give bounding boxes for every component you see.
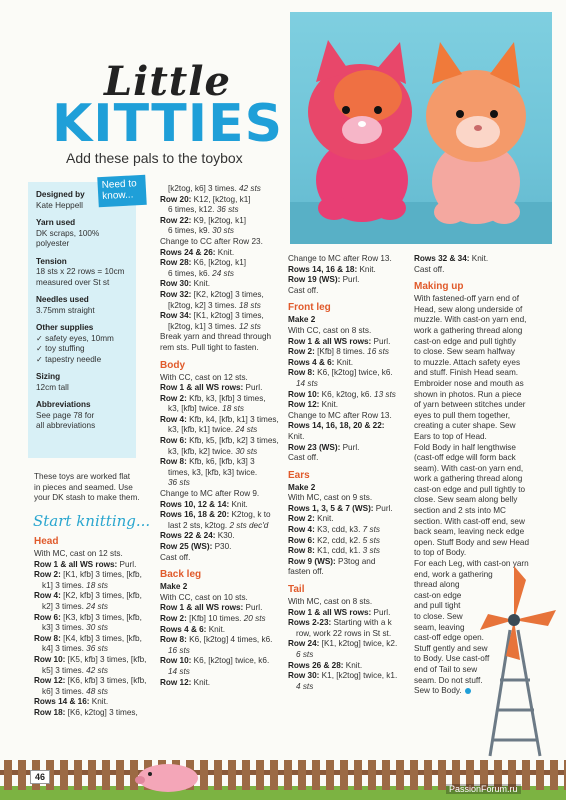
section-heading: Ears bbox=[288, 469, 310, 481]
pattern-line: Rows 1, 3, 5 & 7 (WS): Purl. bbox=[288, 503, 393, 513]
column-1 bbox=[34, 536, 152, 719]
sidebar-value: Kate Heppell bbox=[36, 200, 83, 210]
pattern-line: thread along bbox=[414, 580, 460, 590]
pattern-line: 6 times, k12. 36 sts bbox=[168, 205, 239, 215]
pattern-line: Fold Body in half lengthwise bbox=[414, 442, 516, 452]
pattern-line: Cast off. bbox=[160, 552, 191, 562]
pattern-line: to Body. Use cast-off bbox=[414, 654, 490, 664]
pattern-line: cast-off edge open. bbox=[414, 633, 484, 643]
pattern-line: Rows 22 & 24: K30. bbox=[160, 531, 235, 541]
pattern-line: end, work a gathering bbox=[414, 569, 493, 579]
pattern-line: Row 24: [K1, k2tog] twice, k2. bbox=[288, 639, 398, 649]
pattern-line: Rows 14, 16, 18, 20 & 22: bbox=[288, 421, 385, 431]
pattern-line: Row 4: K3, cdd, k3. 7 sts bbox=[288, 525, 380, 535]
pattern-line: cast-on edge bbox=[414, 590, 462, 600]
pattern-line: shown in photos. Run a piece bbox=[414, 389, 522, 399]
pattern-line: Change to MC after Row 13. bbox=[288, 254, 392, 263]
pattern-line: rem sts. Pull tight to fasten. bbox=[160, 342, 259, 352]
pattern-line: Rows 26 & 28: Knit. bbox=[288, 660, 363, 670]
pattern-line: Row 10: [K5, kfb] 3 times, [kfb, bbox=[34, 654, 147, 664]
section-heading: Making up bbox=[414, 281, 464, 293]
pattern-line: k3] 3 times. 30 sts bbox=[42, 623, 108, 633]
pattern-line: Row 10: K6, [k2tog] twice, k6. bbox=[160, 656, 270, 666]
section-heading: Front leg bbox=[288, 302, 331, 314]
pattern-line: close. Sew seam along belly bbox=[414, 495, 518, 505]
page-number: 46 bbox=[30, 770, 50, 784]
pattern-line: seam. Do not stuff. bbox=[414, 675, 483, 685]
pattern-line: 6 sts bbox=[296, 650, 314, 659]
pattern-line: With MC, cast on 9 sts. bbox=[288, 493, 373, 503]
pattern-line: Row 30: K1, [k2tog] twice, k1. bbox=[288, 671, 398, 681]
pattern-line: Rows 16, 18 & 20: K2tog, k to bbox=[160, 510, 271, 520]
pattern-line: and pull tight bbox=[414, 601, 461, 611]
pattern-line: Rows 14 & 16: Knit. bbox=[34, 697, 109, 707]
pattern-line: 14 sts bbox=[296, 378, 318, 388]
pattern-line: Row 8: K6, [k2tog] twice, k6. bbox=[288, 368, 393, 378]
pattern-line: Rows 10, 12 & 14: Knit. bbox=[160, 499, 248, 509]
pattern-line: creating a cuter shape. Sew bbox=[414, 421, 516, 431]
intro-line: your DK stash to make them. bbox=[34, 493, 140, 503]
section-heading: Body bbox=[160, 359, 185, 371]
pattern-line: end of Tail to sew bbox=[414, 664, 478, 674]
intro-line: These toys are worked flat bbox=[34, 472, 131, 481]
sidebar-value: 3.75mm straight bbox=[36, 305, 95, 315]
pattern-line: 6 times, k9. 30 sts bbox=[168, 226, 234, 236]
pattern-line: back seam, leaving neck edge bbox=[414, 527, 525, 537]
pattern-line: Row 22: K9, [k2tog, k1] bbox=[160, 215, 247, 225]
pattern-line: seam, leaving bbox=[414, 622, 465, 632]
pattern-line: With fastened-off yarn end of bbox=[414, 294, 519, 304]
pattern-line: Cast off. bbox=[288, 453, 319, 463]
title-line-2: KITTIES bbox=[52, 94, 284, 154]
pattern-line: to close. Sew bbox=[414, 612, 463, 621]
pattern-line: Row 18: [K6, k2tog] 3 times, bbox=[34, 707, 138, 717]
pattern-line: k5] 3 times. 42 sts bbox=[42, 665, 108, 675]
pattern-line: k2] 3 times. 24 sts bbox=[42, 601, 108, 611]
pattern-line: section. With cast-off end, sew bbox=[414, 516, 525, 526]
pattern-line: Row 8: K6, [k2tog] 4 times, k6. bbox=[160, 635, 273, 645]
sidebar-value: ✓ safety eyes, 10mm bbox=[36, 333, 114, 343]
pattern-line: With MC, cast on 12 sts. bbox=[34, 549, 123, 558]
pattern-line: Row 6: [K3, kfb] 3 times, [kfb, bbox=[34, 612, 142, 622]
pattern-line: Make 2 bbox=[160, 582, 188, 592]
pattern-line: Change to MC after Row 13. bbox=[288, 410, 392, 420]
pattern-line: With CC, cast on 8 sts. bbox=[288, 325, 372, 335]
pattern-line: Rows 4 & 6: Knit. bbox=[160, 624, 226, 634]
info-sidebar bbox=[28, 182, 136, 458]
pattern-line: to muzzle. Attach safety eyes bbox=[414, 357, 521, 367]
pattern-line: Rows 4 & 6: Knit. bbox=[288, 357, 354, 367]
sidebar-heading: Needles used bbox=[36, 295, 89, 304]
pattern-line: Ears to top of Head. bbox=[414, 431, 487, 441]
column-2 bbox=[160, 184, 278, 688]
pattern-line: Row 25 (WS): P30. bbox=[160, 542, 232, 551]
pattern-line: fasten off. bbox=[288, 567, 324, 577]
pattern-line: (cast-off edge will form back bbox=[414, 453, 516, 463]
sidebar-heading: Designed by bbox=[36, 190, 85, 199]
pattern-line: [k2tog, k6] 3 times. 42 sts bbox=[168, 184, 261, 193]
sidebar-value: ✓ tapestry needle bbox=[36, 354, 102, 364]
pattern-line: times, k3, [kfb, k3] twice. bbox=[168, 467, 258, 477]
subtitle: Add these pals to the toybox bbox=[66, 150, 243, 166]
pattern-line: [k2tog, k1] 3 times. 12 sts bbox=[168, 321, 261, 331]
column-3 bbox=[288, 254, 406, 692]
pattern-line: Rows 32 & 34: Knit. bbox=[414, 254, 489, 263]
kitties-illustration bbox=[290, 12, 552, 244]
pattern-line: k3, [kfb, k2] twice. 30 sts bbox=[168, 446, 258, 456]
pattern-line: 4 sts bbox=[296, 681, 314, 691]
pattern-line: Row 32: [K2, k2tog] 3 times, bbox=[160, 289, 264, 299]
pattern-line: Row 1 & all WS rows: Purl. bbox=[288, 336, 391, 346]
pattern-line: Sew to Body. bbox=[414, 686, 539, 697]
pattern-line: last 2 sts, k2tog. 2 sts dec'd bbox=[168, 520, 269, 530]
section-heading: Back leg bbox=[160, 569, 202, 581]
pattern-line: 6 times, k6. 24 sts bbox=[168, 268, 234, 278]
pattern-line: Row 2: Knit. bbox=[288, 514, 334, 524]
pattern-line: Row 4: [K2, kfb] 3 times, [kfb, bbox=[34, 591, 142, 601]
pattern-line: Stuff gently and sew bbox=[414, 643, 488, 653]
sidebar-heading: Sizing bbox=[36, 372, 61, 381]
intro-text bbox=[34, 472, 146, 504]
sidebar-value: 12cm tall bbox=[36, 382, 69, 392]
need-to-know-badge: Need to know... bbox=[97, 175, 147, 207]
pattern-line: Row 34: [K1, k2tog] 3 times, bbox=[160, 311, 264, 321]
pattern-line: Row 12: Knit. bbox=[160, 677, 211, 687]
sidebar-value: DK scraps, 100% polyester bbox=[36, 228, 100, 248]
pattern-line: seam). With cast-on yarn end, bbox=[414, 463, 524, 473]
pattern-line: k6] 3 times. 48 sts bbox=[42, 686, 108, 696]
pattern-line: open. Stuff Body and sew Head bbox=[414, 537, 530, 547]
sidebar-heading: Tension bbox=[36, 256, 67, 266]
pattern-line: k3, [kfb] twice. 18 sts bbox=[168, 404, 245, 414]
intro-line: in pieces and seamed. Use bbox=[34, 482, 133, 492]
pattern-line: Row 1 & all WS rows: Purl. bbox=[160, 603, 263, 613]
pattern-line: Row 30: Knit. bbox=[160, 279, 211, 289]
pattern-line: Row 23 (WS): Purl. bbox=[288, 442, 360, 452]
pattern-line: Row 6: K2, cdd, k2. 5 sts bbox=[288, 535, 380, 545]
sidebar-value: See page 78 for bbox=[36, 410, 95, 420]
pattern-line: k1] 3 times. 18 sts bbox=[42, 580, 108, 590]
pattern-line: work a gathering thread along bbox=[414, 325, 523, 335]
sidebar-value: 18 sts x 22 rows = 10cm bbox=[36, 267, 125, 276]
pattern-line: Row 2: [Kfb] 8 times. 16 sts bbox=[288, 347, 390, 357]
pattern-line: section and 2 sts into MC bbox=[414, 506, 506, 516]
sidebar-value: all abbreviations bbox=[36, 421, 96, 430]
pattern-line: With MC, cast on 8 sts. bbox=[288, 597, 373, 607]
pattern-line: Row 8: K1, cdd, k1. 3 sts bbox=[288, 546, 380, 556]
pattern-line: Row 9 (WS): P3tog and bbox=[288, 556, 376, 566]
pattern-line: Row 19 (WS): Purl. bbox=[288, 275, 360, 285]
pattern-line: eyes to pull them together, bbox=[414, 410, 511, 420]
pattern-line: Row 1 & all WS rows: Purl. bbox=[288, 607, 391, 617]
pattern-line: Row 4: Kfb, k4, [kfb, k1] 3 times, bbox=[160, 414, 279, 424]
pattern-line: Row 12: Knit. bbox=[288, 400, 339, 410]
pattern-line: Row 1 & all WS rows: Purl. bbox=[160, 383, 263, 393]
section-heading-head: Head bbox=[34, 536, 59, 547]
pattern-line: Knit. bbox=[288, 431, 305, 441]
title-line-1: Little bbox=[104, 58, 231, 105]
pattern-line: Rows 2-23: Starting with a k bbox=[288, 618, 392, 628]
pattern-line: and stuff. Finish Head seam. bbox=[414, 368, 519, 378]
pattern-line: Make 2 bbox=[288, 482, 316, 492]
pattern-line: Rows 14, 16 & 18: Knit. bbox=[288, 264, 376, 274]
pattern-line: to top of Body. bbox=[414, 548, 467, 558]
pattern-line: cast-on edge and pull tightly bbox=[414, 336, 516, 346]
pattern-line: Row 2: [K1, kfb] 3 times, [kfb, bbox=[34, 570, 142, 580]
pattern-line: Row 1 & all WS rows: Purl. bbox=[34, 559, 137, 569]
pattern-line: Cast off. bbox=[288, 285, 319, 295]
kitties-photo bbox=[290, 12, 552, 244]
pattern-line: muzzle. With cast-on yarn end, bbox=[414, 315, 527, 325]
sidebar-heading: Yarn used bbox=[36, 218, 76, 227]
pattern-line: work a gathering thread along bbox=[414, 474, 523, 484]
pattern-line: Row 28: K6, [k2tog, k1] bbox=[160, 258, 247, 268]
pattern-line: Row 2: [Kfb] 10 times. 20 sts bbox=[160, 613, 266, 623]
sidebar-value: measured over St st bbox=[36, 277, 110, 287]
pattern-line: Row 20: K12, [k2tog, k1] bbox=[160, 194, 251, 204]
pattern-line: Embroider nose and mouth as bbox=[414, 378, 524, 388]
pattern-line: 36 sts bbox=[168, 478, 190, 488]
pattern-line: Row 8: Kfb, k6, [kfb, k3] 3 bbox=[160, 457, 255, 467]
pattern-line: 16 sts bbox=[168, 645, 190, 655]
pattern-line: Row 10: K6, k2tog, k6. 13 sts bbox=[288, 389, 396, 399]
start-knitting-heading: Start knitting... bbox=[33, 512, 151, 530]
section-heading: Tail bbox=[288, 584, 305, 596]
pattern-line: Rows 24 & 26: Knit. bbox=[160, 247, 235, 257]
sidebar-heading: Abbreviations bbox=[36, 400, 91, 409]
pattern-line: For each Leg, with cast-on yarn bbox=[414, 559, 529, 569]
watermark: PassionForum.ru bbox=[446, 784, 521, 794]
pattern-line: Row 6: Kfb, k5, [kfb, k2] 3 times, bbox=[160, 436, 279, 446]
pattern-line: Break yarn and thread through bbox=[160, 332, 272, 342]
windmill-illustration bbox=[470, 560, 560, 760]
pattern-line: row, work 22 rows in St st. bbox=[296, 628, 392, 638]
pattern-line: With CC, cast on 12 sts. bbox=[160, 372, 248, 382]
pattern-line: cast-on edge and pull tightly to bbox=[414, 484, 526, 494]
pattern-line: With CC, cast on 10 sts. bbox=[160, 592, 248, 602]
pattern-line: k4] 3 times. 36 sts bbox=[42, 644, 108, 654]
pattern-line: Cast off. bbox=[414, 264, 445, 274]
pattern-line: to close. Sew seam halfway bbox=[414, 347, 516, 357]
pattern-line: Make 2 bbox=[288, 315, 316, 325]
pattern-line: Change to CC after Row 23. bbox=[160, 236, 263, 246]
pattern-line: 14 sts bbox=[168, 666, 190, 676]
sidebar-heading: Other supplies bbox=[36, 323, 94, 332]
pattern-line: Row 2: Kfb, k3, [kfb] 3 times, bbox=[160, 393, 266, 403]
sidebar-value: ✓ toy stuffing bbox=[36, 344, 85, 353]
pattern-line: of yarn between stitches under bbox=[414, 400, 526, 410]
pattern-line: [k2tog, k2] 3 times. 18 sts bbox=[168, 300, 261, 310]
pattern-line: Row 8: [K4, kfb] 3 times, [kfb, bbox=[34, 633, 142, 643]
pattern-line: k3, [kfb, k1] twice. 24 sts bbox=[168, 425, 258, 435]
pattern-line: Change to MC after Row 9. bbox=[160, 489, 260, 499]
pattern-line: Head, sew along underside of bbox=[414, 304, 523, 314]
pattern-line: Row 12: [K6, kfb] 3 times, [kfb, bbox=[34, 676, 147, 686]
